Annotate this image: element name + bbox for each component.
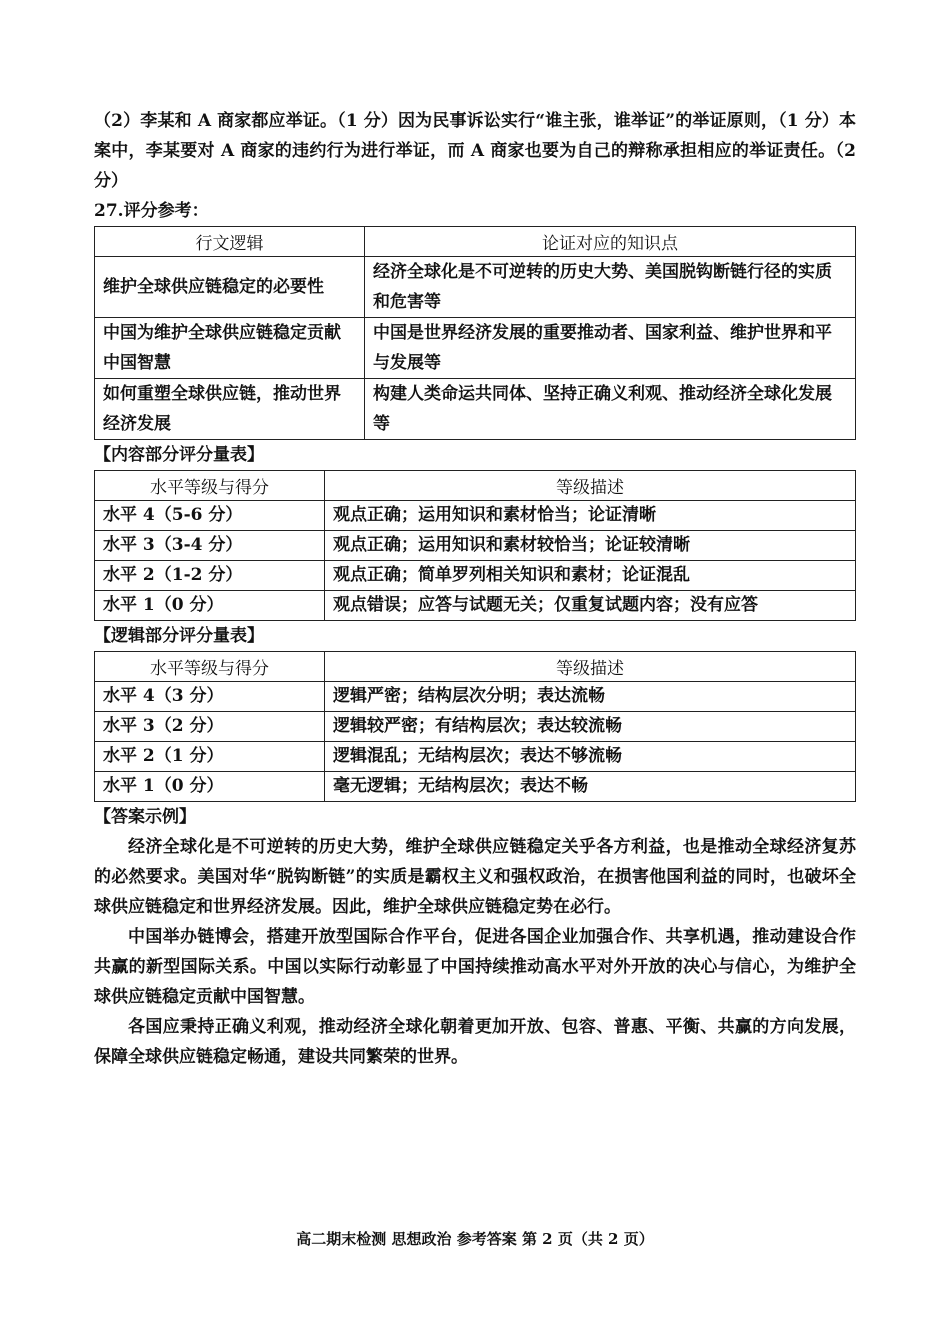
table-cell: 维护全球供应链稳定的必要性 <box>95 257 365 318</box>
table-cell: 水平 2（1 分） <box>95 742 325 772</box>
table-row <box>95 379 856 440</box>
question-27-label: 27.评分参考： <box>94 201 209 221</box>
table-header-cell: 等级描述 <box>325 471 856 501</box>
table-cell: 观点正确；简单罗列相关知识和素材；论证混乱 <box>325 561 856 591</box>
table-header-cell: 等级描述 <box>325 652 856 682</box>
table-header-cell: 论证对应的知识点 <box>365 227 856 257</box>
table-cell: 水平 3（2 分） <box>95 712 325 742</box>
logic-scale-table <box>94 651 856 802</box>
table-header-cell: 水平等级与得分 <box>95 652 325 682</box>
table-cell: 水平 4（3 分） <box>95 682 325 712</box>
table-cell: 水平 3（3-4 分） <box>95 531 325 561</box>
example-paragraph: 各国应秉持正确义利观，推动经济全球化朝着更加开放、包容、普惠、平衡、共赢的方向发展，保障全球供应链稳定畅通，建设共同繁荣的世界。 <box>94 1017 856 1067</box>
table-row <box>95 682 856 712</box>
content-scale-label: 【内容部分评分量表】 <box>94 445 264 465</box>
table-cell: 逻辑严密；结构层次分明；表达流畅 <box>325 682 856 712</box>
table-row <box>95 772 856 802</box>
table-cell: 构建人类命运共同体、坚持正确义利观、推动经济全球化发展等 <box>365 379 856 440</box>
table-header-cell: 行文逻辑 <box>95 227 365 257</box>
table-row <box>95 318 856 379</box>
table-cell: 毫无逻辑；无结构层次；表达不畅 <box>325 772 856 802</box>
table-row <box>95 591 856 621</box>
writing-logic-table <box>94 226 856 440</box>
table-cell: 水平 1（0 分） <box>95 591 325 621</box>
table-cell: 水平 4（5-6 分） <box>95 501 325 531</box>
table-cell: 水平 1（0 分） <box>95 772 325 802</box>
table-cell: 中国是世界经济发展的重要推动者、国家利益、维护世界和平与发展等 <box>365 318 856 379</box>
table-cell: 水平 2（1-2 分） <box>95 561 325 591</box>
example-paragraph: 经济全球化是不可逆转的历史大势，维护全球供应链稳定关乎各方利益，也是推动全球经济复苏的必然要求。美国对华“脱钩断链”的实质是霸权主义和强权政治，在损害他国利益的同时，也破坏全球供应链稳定和世界经济发展。因此，维护全球供应链稳定势在必行。 <box>94 837 856 917</box>
table-cell: 观点正确；运用知识和素材恰当；论证清晰 <box>325 501 856 531</box>
table-cell: 观点错误；应答与试题无关；仅重复试题内容；没有应答 <box>325 591 856 621</box>
page-footer: 高二期末检测 思想政治 参考答案 第 2 页（共 2 页） <box>296 1230 654 1248</box>
table-row <box>95 257 856 318</box>
answer-26-part-2: （2）李某和 A 商家都应举证。（1 分）因为民事诉讼实行“谁主张，谁举证”的举证原则，（1 分）本案中，李某要对 A 商家的违约行为进行举证，而 A 商家也要为自己的辩称承担相应的举证责任。（2 分） <box>94 111 856 191</box>
example-paragraph: 中国举办链博会，搭建开放型国际合作平台，促进各国企业加强合作、共享机遇，推动建设合作共赢的新型国际关系。中国以实际行动彰显了中国持续推动高水平对外开放的决心与信心，为维护全球供应链稳定贡献中国智慧。 <box>94 927 856 1007</box>
table-row <box>95 712 856 742</box>
table-cell: 经济全球化是不可逆转的历史大势、美国脱钩断链行径的实质和危害等 <box>365 257 856 318</box>
table-row <box>95 561 856 591</box>
table-header-row <box>95 227 856 257</box>
table-row <box>95 531 856 561</box>
table-cell: 观点正确；运用知识和素材较恰当；论证较清晰 <box>325 531 856 561</box>
table-header-row <box>95 471 856 501</box>
table-cell: 中国为维护全球供应链稳定贡献中国智慧 <box>95 318 365 379</box>
content-scale-table <box>94 470 856 621</box>
page-content <box>94 106 856 1072</box>
table-row <box>95 501 856 531</box>
table-header-row <box>95 652 856 682</box>
table-row <box>95 742 856 772</box>
table-cell: 逻辑混乱；无结构层次；表达不够流畅 <box>325 742 856 772</box>
table-cell: 逻辑较严密；有结构层次；表达较流畅 <box>325 712 856 742</box>
logic-scale-label: 【逻辑部分评分量表】 <box>94 626 264 646</box>
table-header-cell: 水平等级与得分 <box>95 471 325 501</box>
table-cell: 如何重塑全球供应链，推动世界经济发展 <box>95 379 365 440</box>
answer-example-label: 【答案示例】 <box>94 807 196 827</box>
